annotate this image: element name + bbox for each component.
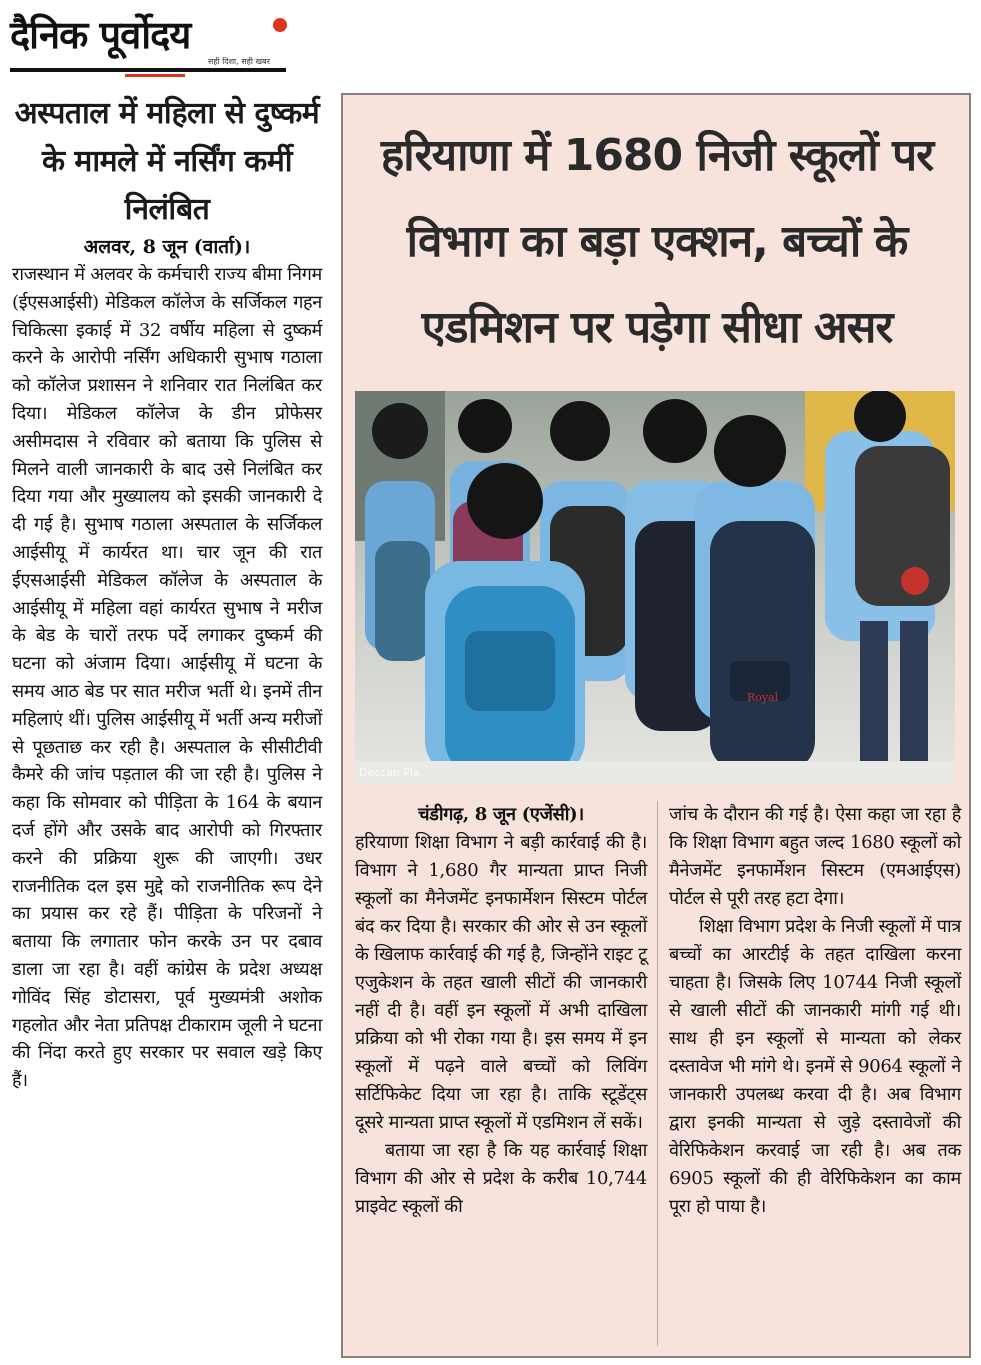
svg-text:Royal: Royal (747, 691, 779, 704)
column-divider (657, 801, 658, 1346)
left-story-body: राजस्थान में अलवर के कर्मचारी राज्य बीमा निगम (ईएसआईसी) मेडिकल कॉलेज के सर्जिकल गहन चिकित्सा इकाई में 32 वर्षीय महिला से दुष्कर्म करने के आरोपी नर्सिंग अधिकारी सुभाष गठाला को कॉलेज प्रशासन ने शनिवार रात निलंबित कर दिया। मेडिकल कॉलेज के डीन प्रोफेसर असीमदास ने रविवार को बताया कि पुलिस से मिलने वाली जानकारी के बाद उसे निलंबित कर दिया गया और मुख्यालय को इसकी जानकारी दे दी गई है। सुभाष गठाला अस्पताल के सर्जिकल आईसीयू में कार्यरत था। चार जून की रात ईएसआईसी मेडिकल कॉलेज के अस्पताल के आईसीयू में महिला वहां कार्यरत सुभाष ने मरीज के बेड के चारों तरफ पर्दे लगाकर दुष्कर्म की घटना को अंजाम दिया। आईसीयू में घटना के समय आठ बेड पर सात मरीज भर्ती थे। इनमें तीन महिलाएं थीं। पुलिस आईसीयू में भर्ती अन्य मरीजों से पूछताछ कर रही है। अस्पताल के सीसीटीवी कैमरे की जांच पड़ताल की जा रही है। पुलिस ने कहा कि सोमवार को पीड़िता के 164 के बयान दर्ज होंगे और उसके बाद आरोपी को गिरफ्तार करने की प्रक्रिया शुरू की जाएगी। उधर राजनीतिक दल इस मुद्दे को राजनीतिक रूप देने का प्रयास कर रहे हैं। पीड़िता के परिजनों ने बताया कि लगातार फोन करके उन पर दबाव डाला जा रहा है। वहीं कांग्रेस के प्रदेश अध्यक्ष गोविंद सिंह डोटासरा, पूर्व मुख्यमंत्री अशोक गहलोत और नेता प्रतिपक्ष टीकाराम जूली ने घटना की निंदा करते हुए सरकार पर सवाल खड़े किए हैं। (12, 264, 322, 1092)
masthead (10, 8, 286, 72)
photo-credit: Deccan Pix (359, 766, 420, 779)
masthead-accent-line (125, 74, 185, 77)
masthead-logo-dot (273, 18, 287, 32)
article-paragraph: शिक्षा विभाग प्रदेश के निजी स्कूलों में पात्र बच्चों का आरटीई के तहत दाखिला करना चाहता है। जिसके लिए 10744 निजी स्कूलों से खाली सीटों की जानकारी मांगी गई थी। साथ ही इन स्कूलों से मान्यता को लेकर दस्तावेज भी मांगे थे। इनमें से 9064 स्कूलों ने जानकारी उपलब्ध करवा दी है। अब विभाग द्वारा इनकी मान्यता से जुड़े दस्तावेजों की वेरिफिकेशन करवाई जा रही है। अब तक 6905 स्कूलों की ही वेरिफिकेशन का काम पूरा हो पाया है। (669, 916, 961, 1217)
main-story-headline: हरियाणा में 1680 निजी स्कूलों पर विभाग का बड़ा एक्शन, बच्चों के एडमिशन पर पड़ेगा सीधा असर (380, 130, 934, 353)
main-story-box (341, 93, 971, 1358)
article-paragraph: बताया जा रहा है कि यह कार्रवाई शिक्षा विभाग की ओर से प्रदेश के करीब 10,744 प्राइवेट स्कूलों की (355, 1140, 647, 1217)
masthead-rule (10, 68, 286, 72)
article-paragraph: जांच के दौरान की गई है। ऐसा कहा जा रहा है कि शिक्षा विभाग बहुत जल्द 1680 स्कूलों को मैनेजमेंट इनफार्मेशन सिस्टम (एमआईएस) पोर्टल से पूरी तरह हटा देगा। (669, 804, 961, 909)
schoolchildren-photo (355, 391, 955, 783)
article-column-2 (669, 801, 961, 1221)
left-story (12, 90, 322, 1095)
photo-illustration (355, 391, 955, 783)
masthead-title: दैनिक पूर्वोदय (10, 13, 191, 57)
main-story-dateline: चंडीगढ़, 8 जून (एजेंसी)। (418, 804, 584, 825)
article-column-1 (355, 801, 647, 1221)
masthead-tagline: सही दिशा, सही खबर (208, 57, 270, 66)
article-paragraph: हरियाणा शिक्षा विभाग ने बड़ी कार्रवाई की है। विभाग ने 1,680 गैर मान्यता प्राप्त निजी स्कूलों का मैनेजमेंट इनफार्मेशन सिस्टम पोर्टल बंद कर दिया है। सरकार की ओर से उन स्कूलों के खिलाफ कार्रवाई की गई है, जिन्होंने राइट टू एजुकेशन के तहत खाली सीटों की जानकारी नहीं दी है। वहीं इन स्कूलों में अभी दाखिला प्रक्रिया को भी रोका गया है। इस समय में इन स्कूलों में पढ़ने वाले बच्चों को लिविंग सर्टिफिकेट दिया जा रहा है। ताकि स्टूडेंट्स दूसरे मान्यता प्राप्त स्कूलों में एडमिशन लें सकें। (355, 832, 647, 1133)
left-story-headline: अस्पताल में महिला से दुष्कर्म के मामले में नर्सिंग कर्मी निलंबित (14, 96, 320, 227)
left-story-dateline: अलवर, 8 जून (वार्ता)। (83, 236, 251, 258)
